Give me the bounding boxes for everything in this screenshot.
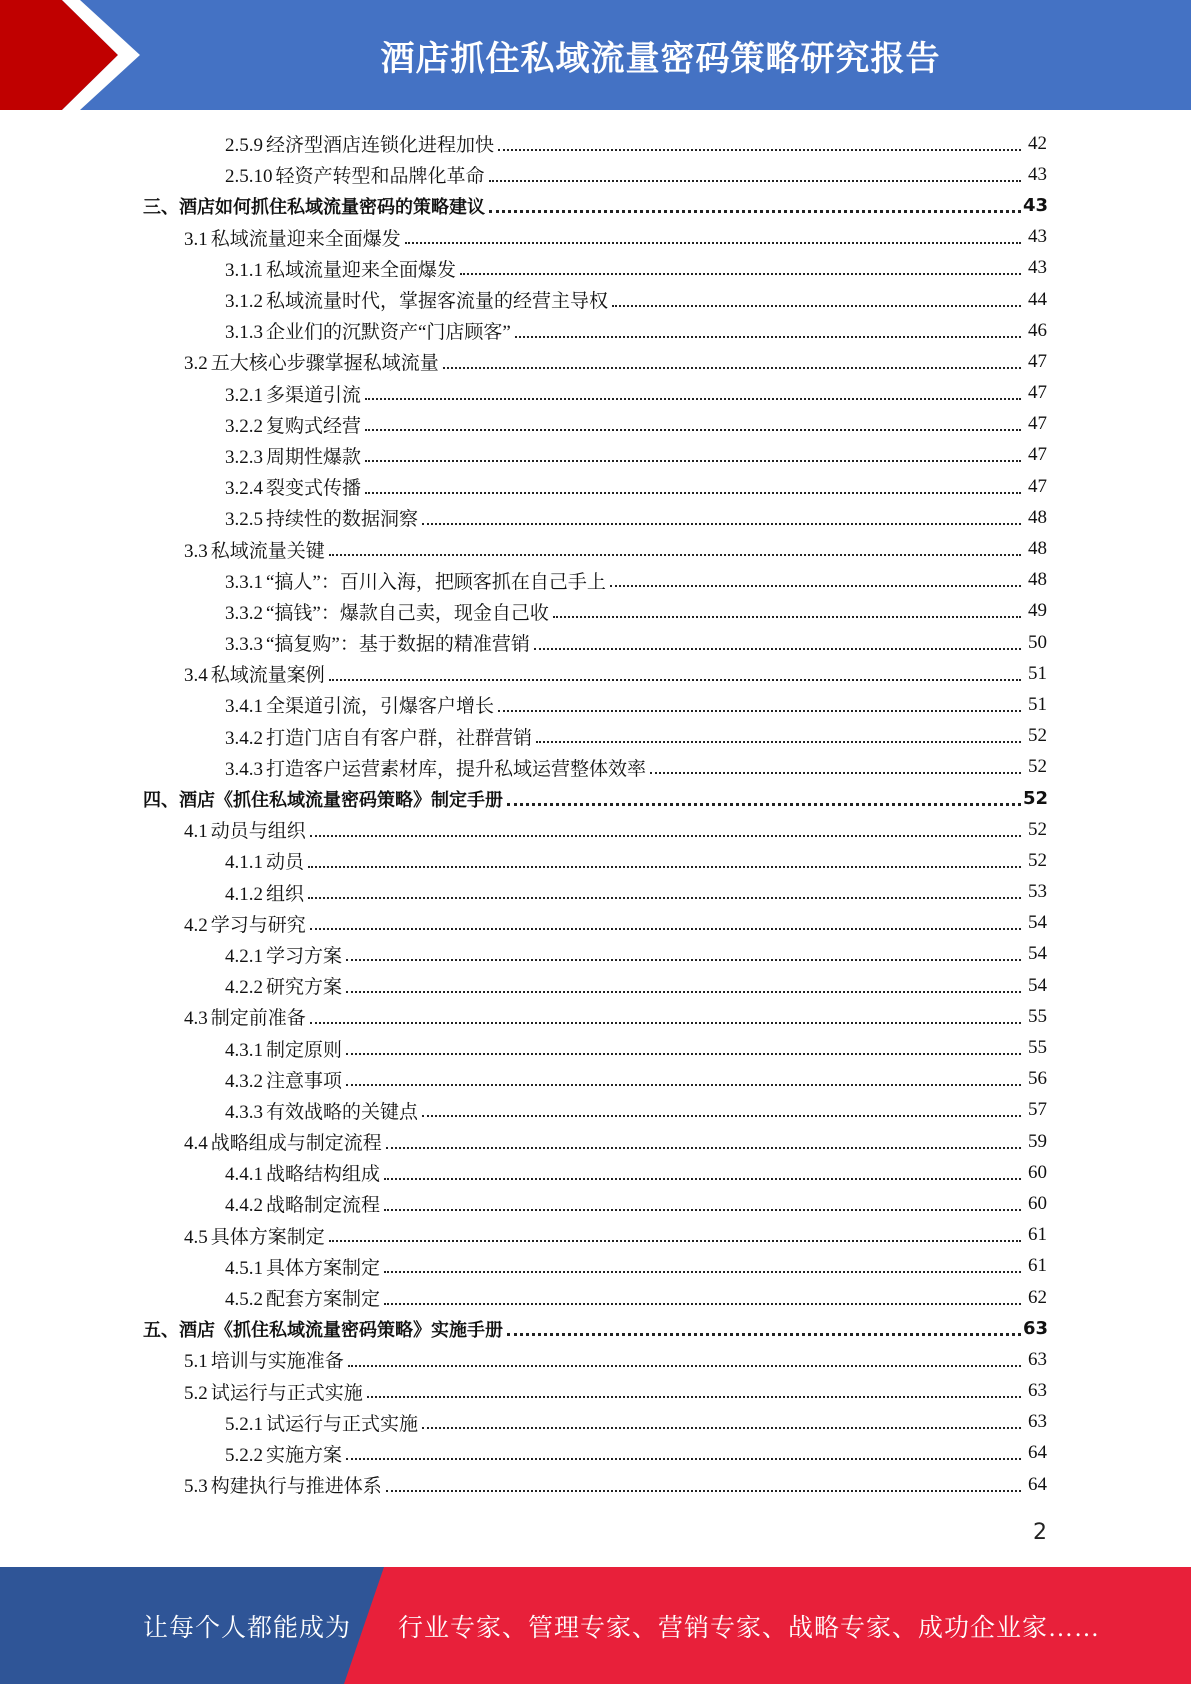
dot-leader [310, 835, 1021, 837]
toc-entry-title: 五大核心步骤掌握私域流量 [210, 353, 439, 375]
toc-entry-label [225, 723, 534, 750]
toc-entry-label [225, 598, 551, 625]
toc-entry[interactable] [0, 565, 1191, 596]
dot-leader [384, 1209, 1021, 1211]
toc-entry[interactable] [0, 627, 1191, 658]
dot-leader [329, 679, 1021, 681]
dot-leader [346, 959, 1021, 961]
dot-leader [386, 1147, 1021, 1149]
toc-entry-label [143, 1316, 505, 1342]
dot-leader [553, 616, 1021, 618]
dot-leader [489, 180, 1021, 182]
toc-entry-title: 组织 [266, 883, 305, 905]
dot-leader [348, 1365, 1021, 1367]
toc-entry[interactable] [0, 346, 1191, 377]
toc-entry-label [225, 879, 306, 906]
toc-entry-title: 私域流量案例 [210, 665, 325, 687]
toc-entry-title: 周期性爆款 [266, 446, 362, 468]
toc-entry[interactable] [0, 939, 1191, 970]
dot-leader [308, 866, 1021, 868]
toc-entry-page: 42 [1028, 132, 1047, 154]
toc-entry[interactable] [0, 440, 1191, 471]
toc-entry-page: 63 [1028, 1380, 1047, 1402]
dot-leader [367, 1396, 1021, 1398]
toc-entry-number: 3.1.3 [225, 322, 263, 344]
footer-slogan-left: 让每个人都能成为 [143, 1614, 352, 1642]
toc-entry-title: 四、酒店《抓住私域流量密码策略》制定手册 [143, 789, 503, 811]
dot-leader [498, 710, 1021, 712]
toc-entry-number: 4.4 [184, 1133, 208, 1155]
toc-entry[interactable] [0, 1407, 1191, 1438]
toc-entry-page: 63 [1028, 1411, 1047, 1433]
toc-entry-label [184, 1222, 327, 1249]
toc-entry-page: 54 [1028, 974, 1047, 996]
toc-entry-label [143, 193, 487, 219]
document-title: 酒店抓住私域流量密码策略研究报告 [380, 38, 941, 79]
toc-entry[interactable] [0, 1095, 1191, 1126]
red-chevron-decoration [0, 0, 160, 110]
toc-entry-number: 3.2.2 [225, 415, 263, 437]
toc-entry-title: 注意事项 [266, 1070, 343, 1092]
toc-entry-title: 多渠道引流 [266, 384, 362, 406]
footer-banner [0, 1567, 1191, 1684]
toc-entry-number: 3.4.1 [225, 696, 263, 718]
toc-entry-title: “搞人”：百川入海，把顾客抓在自己手上 [266, 571, 606, 593]
toc-entry-title: 学习方案 [266, 945, 343, 967]
toc-entry-number: 4.2.2 [225, 977, 263, 999]
toc-entry-number: 4.1.1 [225, 852, 263, 874]
toc-entry-number: 4.3 [184, 1008, 208, 1030]
toc-entry-page: 47 [1028, 350, 1047, 372]
toc-entry[interactable] [0, 1064, 1191, 1095]
toc-entry-label [225, 255, 458, 282]
dot-leader [443, 367, 1021, 369]
toc-entry[interactable] [0, 1032, 1191, 1063]
toc-entry[interactable] [0, 1126, 1191, 1157]
toc-entry-page: 60 [1028, 1161, 1047, 1183]
toc-entry-page: 48 [1028, 538, 1047, 560]
toc-entry[interactable] [0, 159, 1191, 190]
toc-entry[interactable] [0, 253, 1191, 284]
toc-entry-page: 63 [1028, 1348, 1047, 1370]
toc-entry-page: 48 [1028, 569, 1047, 591]
toc-entry-label [225, 1097, 420, 1124]
toc-entry-number: 4.5.1 [225, 1257, 263, 1279]
toc-entry-label [225, 1159, 382, 1186]
toc-entry-page: 52 [1028, 849, 1047, 871]
toc-entry-title: 战略结构组成 [266, 1164, 381, 1186]
dot-leader [612, 305, 1021, 307]
toc-entry-page: 54 [1028, 912, 1047, 934]
toc-entry-page: 59 [1028, 1130, 1047, 1152]
toc-entry-page: 43 [1028, 226, 1047, 248]
toc-entry-title: 全渠道引流，引爆客户增长 [266, 696, 495, 718]
toc-entry-title: 制定前准备 [210, 1008, 306, 1030]
toc-entry-page: 47 [1028, 382, 1047, 404]
dot-leader [422, 1427, 1021, 1429]
dot-leader [422, 523, 1021, 525]
toc-entry-number: 5.2.2 [225, 1444, 263, 1466]
toc-entry[interactable] [0, 877, 1191, 908]
toc-entry-label [184, 536, 327, 563]
toc-entry-title: 学习与研究 [210, 914, 306, 936]
toc-entry[interactable] [0, 783, 1191, 814]
toc-entry-title: “搞复购”：基于数据的精准营销 [266, 634, 530, 656]
toc-entry-number: 3.1.1 [225, 259, 263, 281]
toc-entry-page: 56 [1028, 1068, 1047, 1090]
dot-leader [365, 429, 1021, 431]
toc-entry-title: 复购式经营 [266, 415, 362, 437]
toc-entry-number: 3.1 [184, 228, 208, 250]
toc-entry-label [225, 941, 344, 968]
dot-leader [507, 1333, 1021, 1336]
toc-entry-title: “搞钱”：爆款自己卖，现金自己收 [266, 602, 549, 624]
toc-entry-label [225, 411, 363, 438]
dot-leader [365, 460, 1021, 462]
toc-entry-label [225, 972, 344, 999]
page-number: 2 [1033, 1520, 1047, 1545]
toc-entry[interactable] [0, 1157, 1191, 1188]
toc-entry-title: 战略制定流程 [266, 1195, 381, 1217]
dot-leader [498, 149, 1021, 151]
toc-entry[interactable] [0, 970, 1191, 1001]
toc-entry-number: 4.2.1 [225, 945, 263, 967]
toc-entry-number: 3.2.4 [225, 478, 263, 500]
toc-entry-label [225, 754, 648, 781]
toc-entry-label [184, 1378, 365, 1405]
dot-leader [365, 492, 1021, 494]
toc-entry-page: 47 [1028, 444, 1047, 466]
toc-entry-title: 试运行与正式实施 [266, 1413, 419, 1435]
toc-entry-label [225, 691, 496, 718]
toc-entry-page: 51 [1028, 693, 1047, 715]
toc-entry-page: 47 [1028, 413, 1047, 435]
toc-entry-page: 50 [1028, 631, 1047, 653]
toc-entry[interactable] [0, 689, 1191, 720]
toc-entry-page: 60 [1028, 1192, 1047, 1214]
toc-entry-title: 轻资产转型和品牌化革命 [275, 166, 485, 188]
toc-entry-page: 54 [1028, 943, 1047, 965]
toc-entry-page: 62 [1028, 1286, 1047, 1308]
toc-entry-page: 55 [1028, 1037, 1047, 1059]
toc-entry-label [225, 442, 363, 469]
toc-entry-page: 52 [1023, 788, 1049, 810]
toc-entry-label [225, 286, 610, 313]
toc-entry-page: 47 [1028, 475, 1047, 497]
toc-entry[interactable] [0, 502, 1191, 533]
toc-entry-page: 52 [1028, 818, 1047, 840]
toc-entry-label [225, 1066, 344, 1093]
toc-entry-title: 私域流量关键 [210, 540, 325, 562]
toc-entry[interactable] [0, 814, 1191, 845]
toc-entry-title: 五、酒店《抓住私域流量密码策略》实施手册 [143, 1319, 503, 1341]
dot-leader [310, 1022, 1021, 1024]
toc-entry[interactable] [0, 1313, 1191, 1344]
toc-entry[interactable] [0, 658, 1191, 689]
dot-leader [386, 1490, 1021, 1492]
toc-entry-page: 48 [1028, 506, 1047, 528]
toc-entry-label [184, 1346, 346, 1373]
toc-entry-number: 3.4 [184, 665, 208, 687]
toc-entry-number: 2.5.9 [225, 135, 263, 157]
dot-leader [384, 1271, 1021, 1273]
toc-entry-title: 试运行与正式实施 [210, 1382, 363, 1404]
toc-entry[interactable] [0, 128, 1191, 159]
toc-entry[interactable] [0, 1344, 1191, 1375]
toc-entry-label [184, 348, 441, 375]
toc-entry-page: 43 [1028, 163, 1047, 185]
toc-entry-page: 53 [1028, 881, 1047, 903]
toc-entry[interactable] [0, 1469, 1191, 1500]
toc-entry-number: 5.2 [184, 1382, 208, 1404]
header-banner [0, 0, 1191, 110]
toc-entry-title: 打造门店自有客户群，社群营销 [266, 727, 533, 749]
toc-entry[interactable] [0, 752, 1191, 783]
toc-entry-number: 4.3.2 [225, 1070, 263, 1092]
dot-leader [346, 1053, 1021, 1055]
toc-entry-page: 61 [1028, 1255, 1047, 1277]
toc-entry-label [143, 786, 505, 812]
toc-entry[interactable] [0, 378, 1191, 409]
toc-entry-title: 研究方案 [266, 977, 343, 999]
toc-entry-label [225, 473, 363, 500]
toc-entry-page: 57 [1028, 1099, 1047, 1121]
dot-leader [650, 772, 1021, 774]
toc-entry[interactable] [0, 1251, 1191, 1282]
dot-leader [536, 741, 1021, 743]
footer-slogan-right: 行业专家、管理专家、营销专家、战略专家、成功企业家…… [398, 1614, 1101, 1642]
toc-entry-label [225, 1440, 344, 1467]
toc-entry-number: 3.3 [184, 540, 208, 562]
dot-leader [365, 398, 1021, 400]
toc-entry[interactable] [0, 908, 1191, 939]
toc-entry-label [184, 660, 327, 687]
toc-entry[interactable] [0, 596, 1191, 627]
toc-entry-number: 3.1.2 [225, 291, 263, 313]
toc-entry-label [225, 130, 496, 157]
toc-entry[interactable] [0, 1001, 1191, 1032]
dot-leader [610, 585, 1021, 587]
dot-leader [384, 1178, 1021, 1180]
toc-entry-number: 3.4.3 [225, 758, 263, 780]
toc-entry-title: 经济型酒店连锁化进程加快 [266, 135, 495, 157]
toc-entry-label [184, 910, 308, 937]
toc-entry-title: 动员与组织 [210, 821, 306, 843]
toc-entry-page: 43 [1023, 195, 1049, 217]
dot-leader [507, 803, 1021, 806]
toc-entry-title: 配套方案制定 [266, 1289, 381, 1311]
toc-entry-title: 打造客户运营素材库，提升私域运营整体效率 [266, 758, 647, 780]
toc-entry-page: 46 [1028, 319, 1047, 341]
toc-entry-label [225, 1253, 382, 1280]
toc-entry-title: 有效战略的关键点 [266, 1101, 419, 1123]
dot-leader [515, 336, 1021, 338]
toc-entry-number: 4.4.2 [225, 1195, 263, 1217]
toc-entry-number: 4.1.2 [225, 883, 263, 905]
toc-entry-number: 4.4.1 [225, 1164, 263, 1186]
toc-entry-page: 63 [1023, 1318, 1049, 1340]
toc-entry-label [225, 629, 532, 656]
toc-entry-page: 64 [1028, 1442, 1047, 1464]
dot-leader [329, 554, 1021, 556]
toc-entry-label [225, 1035, 344, 1062]
toc-entry[interactable] [0, 315, 1191, 346]
toc-entry[interactable] [0, 1220, 1191, 1251]
toc-entry-label [184, 816, 308, 843]
toc-entry-label [184, 224, 403, 251]
toc-entry[interactable] [0, 1188, 1191, 1219]
toc-entry-title: 战略组成与制定流程 [210, 1133, 382, 1155]
toc-entry[interactable] [0, 533, 1191, 564]
toc-entry-number: 4.1 [184, 821, 208, 843]
toc-entry-page: 64 [1028, 1473, 1047, 1495]
dot-leader [346, 991, 1021, 993]
toc-entry-number: 4.5.2 [225, 1289, 263, 1311]
dot-leader [460, 273, 1021, 275]
toc-entry-page: 55 [1028, 1005, 1047, 1027]
toc-entry-number: 4.5 [184, 1226, 208, 1248]
toc-entry-number: 5.1 [184, 1351, 208, 1373]
toc-entry-title: 持续性的数据洞察 [266, 509, 419, 531]
dot-leader [346, 1458, 1021, 1460]
toc-entry-label [184, 1003, 308, 1030]
toc-entry-label [225, 1190, 382, 1217]
toc-entry-title: 具体方案制定 [266, 1257, 381, 1279]
toc-entry-title: 私域流量迎来全面爆发 [210, 228, 401, 250]
dot-leader [405, 242, 1021, 244]
toc-entry-page: 44 [1028, 288, 1047, 310]
toc-entry-number: 3.2 [184, 353, 208, 375]
toc-entry[interactable] [0, 190, 1191, 221]
toc-entry-page: 52 [1028, 725, 1047, 747]
table-of-contents [0, 128, 1191, 1500]
dot-leader [329, 1240, 1021, 1242]
toc-entry-title: 培训与实施准备 [210, 1351, 344, 1373]
toc-entry-label [225, 847, 306, 874]
toc-entry-title: 私域流量时代，掌握客流量的经营主导权 [266, 291, 609, 313]
toc-entry-title: 构建执行与推进体系 [210, 1476, 382, 1498]
toc-entry-label [225, 1409, 420, 1436]
dot-leader [489, 210, 1021, 213]
toc-entry-number: 3.3.1 [225, 571, 263, 593]
toc-entry-label [225, 380, 363, 407]
toc-entry-number: 4.2 [184, 914, 208, 936]
toc-entry-number: 4.3.3 [225, 1101, 263, 1123]
dot-leader [384, 1303, 1021, 1305]
toc-entry-label [225, 1284, 382, 1311]
toc-entry-number: 3.2.5 [225, 509, 263, 531]
toc-entry-title: 具体方案制定 [210, 1226, 325, 1248]
toc-entry[interactable] [0, 1376, 1191, 1407]
toc-entry[interactable] [0, 284, 1191, 315]
toc-entry-label [225, 161, 487, 188]
toc-entry[interactable] [0, 1438, 1191, 1469]
toc-entry-number: 5.3 [184, 1476, 208, 1498]
toc-entry-page: 49 [1028, 600, 1047, 622]
toc-entry-number: 5.2.1 [225, 1413, 263, 1435]
toc-entry[interactable] [0, 222, 1191, 253]
toc-entry-title: 实施方案 [266, 1444, 343, 1466]
toc-entry-number: 4.3.1 [225, 1039, 263, 1061]
toc-entry[interactable] [0, 721, 1191, 752]
toc-entry-label [225, 317, 513, 344]
toc-entry-title: 制定原则 [266, 1039, 343, 1061]
toc-entry-page: 51 [1028, 662, 1047, 684]
toc-entry-title: 企业们的沉默资产“门店顾客” [266, 322, 511, 344]
toc-entry-number: 3.4.2 [225, 727, 263, 749]
dot-leader [310, 928, 1021, 930]
toc-entry-title: 动员 [266, 852, 305, 874]
dot-leader [422, 1115, 1021, 1117]
toc-entry[interactable] [0, 409, 1191, 440]
dot-leader [308, 897, 1021, 899]
dot-leader [534, 648, 1021, 650]
toc-entry-label [225, 504, 420, 531]
toc-entry-page: 43 [1028, 257, 1047, 279]
toc-entry-title: 私域流量迎来全面爆发 [266, 259, 457, 281]
toc-entry-number: 2.5.10 [225, 166, 273, 188]
toc-entry-number: 3.3.3 [225, 634, 263, 656]
toc-entry-label [184, 1128, 384, 1155]
toc-entry-number: 3.2.3 [225, 446, 263, 468]
toc-entry-label [184, 1471, 384, 1498]
toc-entry-label [225, 567, 608, 594]
dot-leader [346, 1084, 1021, 1086]
toc-entry-title: 裂变式传播 [266, 478, 362, 500]
toc-entry-number: 3.2.1 [225, 384, 263, 406]
toc-entry-page: 61 [1028, 1224, 1047, 1246]
toc-entry-title: 三、酒店如何抓住私域流量密码的策略建议 [143, 196, 485, 218]
toc-entry[interactable] [0, 1282, 1191, 1313]
toc-entry-page: 52 [1028, 756, 1047, 778]
toc-entry[interactable] [0, 845, 1191, 876]
toc-entry[interactable] [0, 471, 1191, 502]
toc-entry-number: 3.3.2 [225, 602, 263, 624]
